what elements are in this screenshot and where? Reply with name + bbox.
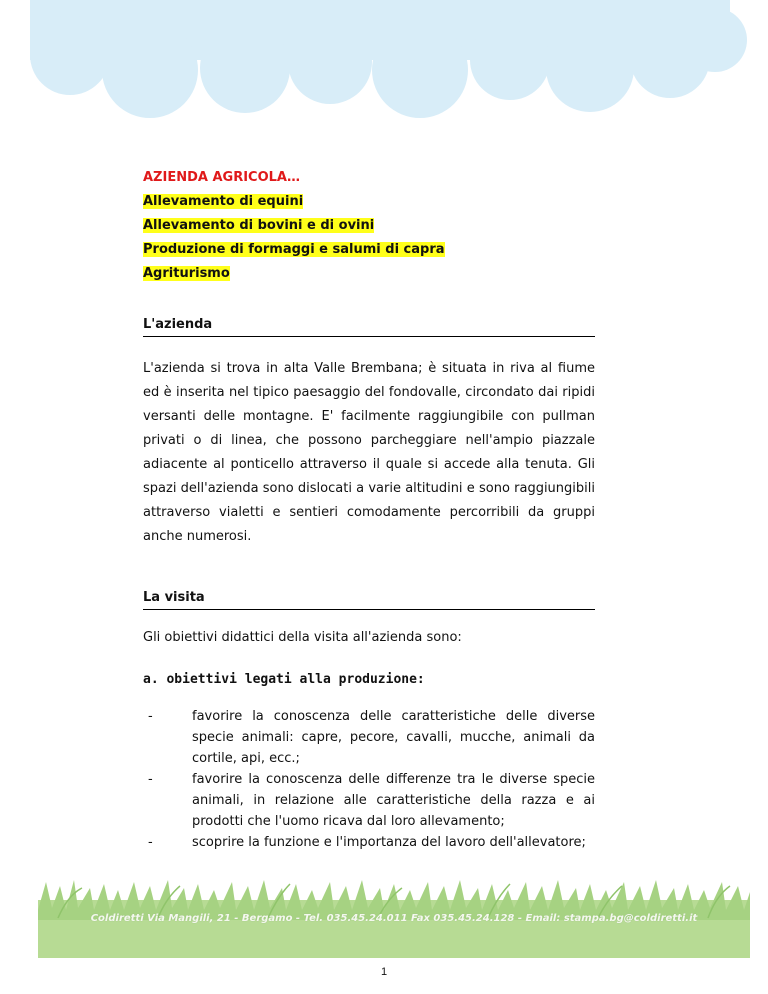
dash-bullet: - (148, 835, 153, 850)
page-number: 1 (380, 966, 388, 978)
dash-bullet: - (148, 772, 153, 787)
company-title: AZIENDA AGRICOLA… (143, 170, 300, 185)
highlight-item: Produzione di formaggi e salumi di capra (143, 242, 445, 257)
footer-contact: Coldiretti Via Mangili, 21 - Bergamo - Tel. 035.45.24.011 Fax 035.45.24.128 - Email: stampa.bg@coldiretti.it (90, 913, 698, 924)
list-item: - scoprire la funzione e l'importanza del lavoro dell'allevatore; (143, 832, 595, 853)
cloud-banner (0, 0, 768, 120)
list-item: - favorire la conoscenza delle caratteristiche delle diverse specie animali: capre, pecore, cavalli, mucche, animali da cortile, api, ecc.; (143, 706, 595, 769)
highlight-item: Allevamento di equini (143, 194, 304, 209)
section-title-azienda: L'azienda (143, 316, 595, 337)
objectives-subhead: a. obiettivi legati alla produzione: (143, 672, 425, 687)
highlight-item: Agriturismo (143, 266, 230, 281)
azienda-paragraph: L'azienda si trova in alta Valle Brembana; è situata in riva al fiume ed è inserita nel tipico paesaggio del fondovalle, circondato dai ripidi versanti delle montagne. E' facilmente raggiungibile con pullman privati o di linea, che possono parcheggiare nell'ampio piazzale adiacente al ponticello attraverso il quale si accede alla tenuta. Gli spazi dell'azienda sono dislocati a varie altitudini e sono raggiungibili attraverso vialetti e sentieri comodamente percorribili da gruppi anche numerosi. (143, 361, 595, 544)
dash-bullet: - (148, 709, 153, 724)
list-item: - favorire la conoscenza delle differenze tra le diverse specie animali, in relazione alle caratteristiche della razza e ai prodotti che l'uomo ricava dal loro allevamento; (143, 769, 595, 832)
document-body (143, 166, 595, 853)
objectives-list (143, 706, 595, 853)
highlight-item: Allevamento di bovini e di ovini (143, 218, 375, 233)
header-list (143, 166, 595, 286)
section-title-visita: La visita (143, 589, 595, 610)
visita-intro: Gli obiettivi didattici della visita all'azienda sono: (143, 630, 462, 645)
